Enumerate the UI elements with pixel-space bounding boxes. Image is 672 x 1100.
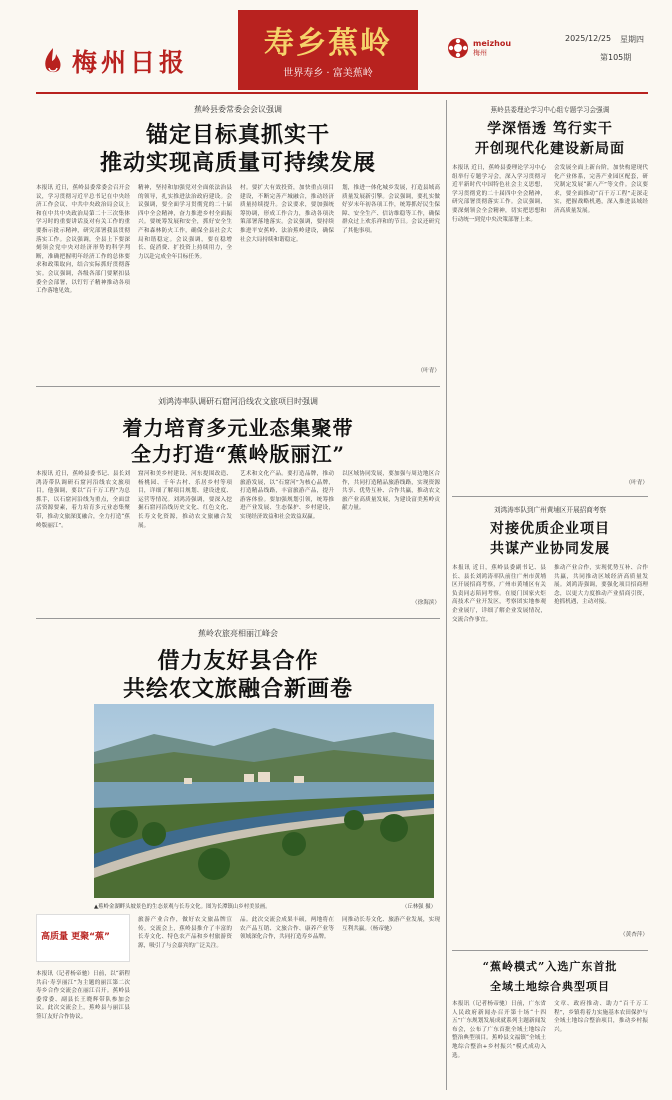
article-2-byline: （徐海滨）: [412, 600, 440, 606]
issue-weekday: 星期四: [620, 35, 644, 44]
article-6: [452, 956, 648, 1090]
article-1-byline: （叶青）: [417, 368, 440, 374]
article-2: [36, 392, 440, 614]
article-5-kicker: 刘鸿涛率队到广州黄埔区开展招商考察: [493, 506, 607, 514]
divider-2: [36, 618, 440, 619]
article-2-title-line2: 全力打造“蕉岭版丽江”: [130, 442, 345, 466]
section-banner: [238, 10, 418, 90]
article-4-kicker: 蕉岭县委理论学习中心组专题学习会强调: [490, 106, 610, 114]
article-3-col-2: 旅游产业合作，做好农文旅品牌宣传。交流会上，蕉岭县推介了丰富的长寿文化、特色农产品和乡村旅游资源，吸引了与会嘉宾的广泛关注。: [138, 917, 232, 949]
article-1: [36, 100, 440, 382]
series-logo-text: 高质量 更聚“蕉”: [41, 932, 110, 942]
article-2-kicker: 刘鸿涛率队调研石窟河沿线农文旅项目时强调: [158, 397, 318, 406]
article-3-title-line2: 共绘农文旅融合新画卷: [122, 676, 353, 702]
article-3-photo-credit: （丘林强 摄）: [401, 904, 436, 910]
issue-number: 第105期: [600, 53, 632, 62]
article-3-col-1: 本报讯（记者杨帝驰）日前，以“新程共启·寿享丽江”为主题的丽江第二次寿乡合作交流会在丽江召开。蕉岭县委常委、副县长王晓辉带队参加会议。此次交流会上，蕉岭县与丽江县签订友好合作协议。: [36, 971, 130, 1020]
series-logo: [36, 914, 130, 962]
article-5-title-line1: 对接优质企业项目: [490, 521, 610, 537]
article-1-kicker: 蕉岭县委常委会会议强调: [194, 105, 282, 114]
article-1-title-line1: 锚定目标真抓实干: [145, 122, 330, 148]
article-6-title-line1: “蕉岭模式”入选广东首批: [482, 960, 618, 973]
article-2-col-3: 艺术和文化产品。要打造品牌，推动旅游发展，以“石窟河”为核心品牌，打造精品线路，丰富旅游产品，提升游客体验。要加强规划引领，统筹推进产业发展、生态保护、乡村建设，实现经济效益和社会效益双赢。: [240, 471, 334, 520]
article-3-kicker: 蕉岭农旅亮相丽江峰会: [198, 629, 278, 638]
app-logo: [447, 28, 517, 68]
section-slogan: 世界寿乡 · 富美蕉岭: [283, 68, 373, 79]
landscape-photo: [94, 704, 434, 898]
article-2-col-2: 窟河和美乡村建设、河东提围改造、杨桃园、千年古村、乐居乡村等项目，详细了解项目规划、建设进度、运营等情况。刘鸿涛强调，要深入挖掘石窟河沿线历史文化、红色文化、长寿文化资源，推动农文旅融合发展。: [138, 471, 232, 529]
article-5-col-1: 本报讯 近日，蕉岭县委副书记、县长、县长刘鸿涛率队前往广州市黄埔区开展招商考察，广州市黄埔区有关负责同志陪同考察。在厦门国家火炬高技术产业开发区，考察团实地参观企业展厅，详细了解企业发展情况，交流合作事宜。: [452, 565, 546, 623]
article-5-title-line2: 共谋产业协同发展: [490, 541, 610, 557]
newspaper-logo: [40, 44, 220, 78]
flame-icon: [40, 46, 66, 76]
flower-icon: [447, 37, 469, 59]
article-3: [36, 624, 440, 1090]
masthead: [0, 0, 672, 95]
article-4-col-1: 本报讯 近日，蕉岭县委理论学习中心组举行专题学习会，深入学习贯彻习近平新时代中国特色社会主义思想，学习贯彻党的二十届四中全会精神，研究部署贯彻落实工作。会议强调，要深刻领会全会精神，切实把思想和行动统一到党中央决策部署上来。: [452, 165, 546, 223]
article-2-col-1: 本报讯 近日，蕉岭县委书记、县长刘鸿涛带队调研石窟河沿线农文旅项目。他强调，要以“百千万工程”为总抓手，以石窟河沿线为重点，全面盘活资源要素，着力培育多元业态集聚带，推动文旅深度融合，全力打造“蕉岭版丽江”。: [36, 471, 130, 529]
article-2-title-line1: 着力培育多元业态集聚带: [122, 416, 354, 440]
divider-1: [36, 386, 440, 387]
article-4-title-line1: 学深悟透 笃行实干: [487, 121, 613, 137]
article-6-col-2: 文章、政府推动、助力“百千万工程”，乡镇将着力实施基本农田保护与全域土地综合整治项目，推动乡村振兴。: [554, 1001, 648, 1033]
article-2-col-4: 以区域协同发展，要加强与周边地区合作，共同打造精品旅游线路，实现资源共享、优势互补、合作共赢，推动农文旅产业高质量发展，为建设富美蕉岭贡献力量。: [342, 471, 440, 512]
article-5-byline: （黄杏萍）: [620, 932, 648, 938]
app-brand: meizhou: [473, 38, 512, 48]
article-3-photo: [94, 704, 434, 898]
article-5: [452, 500, 648, 946]
divider-3: [452, 496, 648, 497]
article-5-col-2: 推动产业合作，实现优势互补、合作共赢，共同推动区域经济高质量发展。刘鸿涛强调，要强化项目招商理念，以更大力度推动产业招商引资，抢抓机遇，主动对接。: [554, 565, 648, 606]
article-3-col-3: 品。此次交流会成果丰硕，两地将在农产品互销、文旅合作、康养产业等领域深化合作，共同打造寿乡品牌。: [240, 917, 334, 941]
app-brand-sub: 梅州: [473, 48, 487, 57]
article-3-title-line1: 借力友好县合作: [157, 648, 319, 674]
article-4: [452, 100, 648, 492]
article-3-photo-caption: ▲蕉岭金湖畔头坡景色的生态景观与长寿文化。图为长潭镇山乡村美景画。: [94, 904, 271, 910]
article-4-title-line2: 开创现代化建设新局面: [475, 141, 625, 157]
masthead-divider: [36, 92, 648, 94]
article-3-col-4: 同推动长寿文化、旅游产业发展，实现互利共赢。（杨帝驰）: [342, 917, 440, 932]
logo-text: 梅州日报: [72, 48, 189, 77]
divider-4: [452, 950, 648, 951]
issue-date: 2025/12/25: [565, 34, 612, 43]
article-1-col-3: 村。要扩大有效投资，加快重点项目建设，不断完善产城融合，推动经济质量持续提升。会议要求，要加强统筹协调，形成工作合力，推动各项决策部署落地落实。会议强调，要持续推进平安蕉岭、法治蕉岭建设，确保社会大局持续和谐稳定。: [240, 185, 334, 243]
article-4-byline: （叶青）: [625, 480, 648, 486]
article-1-col-1: 本报讯 近日，蕉岭县委常委会召开会议，学习贯彻习近平总书记在中央经济工作会议、中共中央政治局会议上和在中共中央政治局第二十三次集体学习时的重要讲话及对有关工作的重要指示批示精神，研究部署我县贯彻落实工作。会议强调，全县上下要深刻领会党中央对经济形势的科学判断，准确把握明年经济工作的总体要求和政策取向，结合实际抓好贯彻落实。会议强调，各级各部门要紧扣县委全会部署，以钉钉子精神推动各项工作落地见效。: [36, 185, 130, 295]
article-1-col-2: 精神，坚持和加强党对全面依法治县的领导，扎实推进法治政府建设。会议强调，要全面学习贯彻党的二十届四中全会精神，奋力推进乡村全面振兴。要统筹发展和安全，抓好安全生产和森林防火工作，确保全县社会大局和谐稳定。会议强调，要在稳增长、促消费、扩投资上持续用力，全力以赴完成全年目标任务。: [138, 185, 232, 260]
section-title: 寿乡蕉岭: [264, 26, 392, 61]
article-1-col-4: 划，推进一体化城乡发展，打造县域高质量发展新引擎。会议强调，要扎实做好岁末年初各项工作，统筹抓好民生保障、安全生产、信访维稳等工作，确保群众过上欢乐祥和的节日。会议还研究了其他事项。: [342, 185, 440, 234]
column-divider: [446, 100, 447, 1090]
article-6-col-1: 本报讯（记者杨帝驰）日前，广东省人民政府新闻办召开第十场“十四五”广东规划发展成就系列主题新闻发布会，公布了广东首批全域土地综合整治典型项目。蕉岭县文福镇“全域土地综合整治+乡村振兴”模式成功入选。: [452, 1001, 546, 1059]
article-4-col-2: 会发展全面上新台阶，加快构建现代化产业体系，完善产业园区配套，研究制定发展“新八产”等文件。会议要求，要全面推动“百千万工程”走深走实，把握战略机遇，深入推进县域经济高质量发展。: [554, 165, 648, 214]
article-6-title-line2: 全域土地综合典型项目: [490, 980, 610, 993]
article-1-title-line2: 推动实现高质量可持续发展: [99, 150, 376, 176]
